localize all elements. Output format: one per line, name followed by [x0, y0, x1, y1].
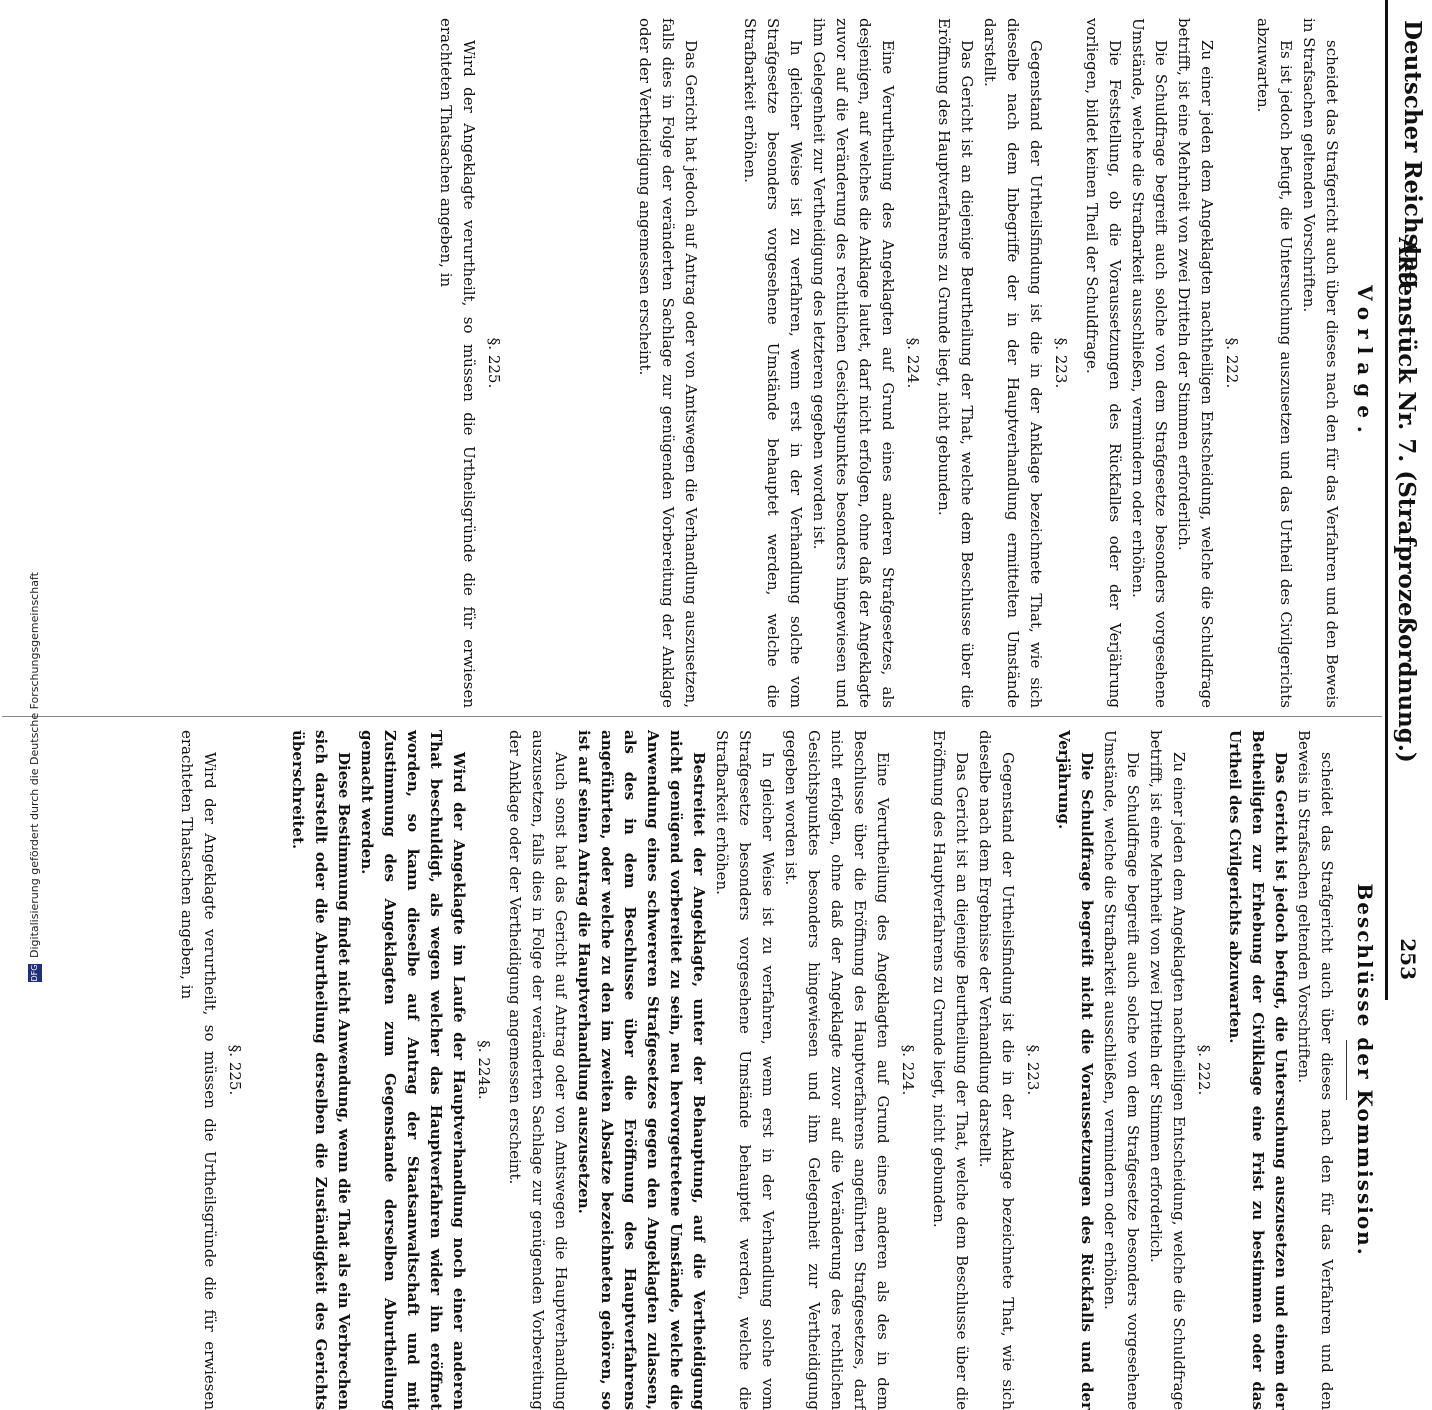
column-vorlage	[434, 18, 1380, 708]
paragraph: Die Feststellung, ob die Voraussetzungen des Rückfalles oder der Verjährung vorliegen, bildet keinen Theil der Schuldfrage.	[1083, 18, 1124, 708]
paragraph: Wird der Angeklagte verurtheilt, so müssen die Urtheilsgründe die für erwiesen erachteten Thatsachen angeben, in	[437, 18, 478, 708]
paragraph: Auch sonst hat das Gericht auf Antrag oder von Amtswegen die Hauptverhandlung auszusetzen, falls dies in Folge der veränderten Sachlage zur genügenden Vorbereitung der Anklage oder der Vertheidigung angemessen erscheint.	[506, 730, 570, 1410]
section-heading: §. 224a.	[475, 1040, 493, 1100]
paragraph-amended: Bestreitet der Angeklagte, unter der Behauptung, auf die Vertheidigung nicht genügend vorbereitet zu sein, neu hervorgetretene Umstände, welche die Anwendung eines schwereren Strafgesetzes gegen den Angeklagten zulassen, als des in dem Beschlusse über die Eröffnung des Hauptverfahrens angeführten, oder welche zu den im zweiten Absatze bezeichneten gehören, so ist auf seinen Antrag die Hauptverhandlung auszusetzen.	[575, 730, 708, 1410]
paragraph: Das Gericht hat jedoch auf Antrag oder von Amtswegen die Verhandlung auszusetzen, falls dies in Folge der veränderten Sachlage zur genügenden Vorbereitung der Anklage oder der Vertheidigung angemessen erscheint.	[636, 18, 700, 708]
column-title-vorlage: Vorlage.	[1353, 285, 1377, 441]
dfg-credit-text: Digitalisierung gefördert durch die Deutsche Forschungsgemeinschaft	[28, 572, 41, 958]
paragraph: Das Gericht ist an diejenige Beurtheilung der That, welche dem Beschlusse über die Eröffnung des Hauptverfahrens zu Grunde liegt, nicht gebunden.	[930, 730, 971, 1410]
paragraph: Das Gericht ist an diejenige Beurtheilung der That, welche dem Beschlusse über die Eröffnung des Hauptverfahrens zu Grunde liegt, nicht gebunden.	[935, 18, 976, 708]
section-heading: §. 225.	[226, 1044, 244, 1096]
paragraph: Es ist jedoch befugt, die Untersuchung auszusetzen und das Urtheil des Civilgerichts abzuwarten.	[1254, 18, 1295, 708]
section-heading: §. 223.	[1052, 337, 1070, 389]
section-heading: §. 224.	[899, 1044, 917, 1096]
paragraph-amended: Die Schuldfrage begreift nicht die Voraussetzungen des Rückfalls und der Verjährung.	[1055, 730, 1096, 1410]
column-separator	[2, 716, 1382, 717]
section-heading: §. 225.	[485, 337, 503, 389]
dfg-footer	[24, 0, 48, 1000]
column-title-kommission: Beschlüsse der Kommission.	[1353, 883, 1377, 1257]
page-header	[1386, 20, 1426, 980]
title-rule	[1346, 1040, 1347, 1100]
header-left: Deutscher Reichstag.	[1399, 20, 1426, 297]
paragraph: In gleicher Weise ist zu verfahren, wenn erst in der Verhandlung solche vom Strafgesetze besonders vorgesehene Umstände behauptet werden, welche die Strafbarkeit erhöhen.	[741, 18, 805, 708]
paragraph: Gegenstand der Urtheilsfindung ist die in der Anklage bezeichnete That, wie sich dieselbe nach dem Inbegriffe der in der Hauptverhandlung ermittelten Umstände darstellt.	[981, 18, 1045, 708]
header-middle: Aktenstück Nr. 7. (Strafprozeßordnung.)	[1393, 237, 1420, 763]
paragraph: Zu einer jeden dem Angeklagten nachtheiligen Entscheidung, welche die Schuldfrage betrifft, ist eine Mehrheit von zwei Dritteln der Stimmen erforderlich.	[1147, 730, 1188, 1410]
section-heading: §. 222.	[1195, 1044, 1213, 1096]
paragraph-amended: Wird der Angeklagte im Laufe der Hauptverhandlung noch einer anderen That beschuldigt, als wegen welcher das Hauptverfahren wider ihn eröffnet worden, so kann dieselbe auf Antrag der Staatsanwaltschaft und mit Zustimmung des Angeklagten zum Gegenstande derselben Aburtheilung gemacht werden.	[358, 730, 468, 1410]
paragraph: scheidet das Strafgericht auch über dieses nach den für das Verfahren und den Beweis in Strafsachen geltenden Vorschriften.	[1295, 730, 1336, 1410]
paragraph: Die Schuldfrage begreift auch solche von dem Strafgesetze besonders vorgesehene Umstände, welche die Strafbarkeit ausschließen, vermindern oder erhöhen.	[1101, 730, 1142, 1410]
paragraph: Die Schuldfrage begreift auch solche von dem Strafgesetze besonders vorgesehene Umstände, welche die Strafbarkeit ausschließen, vermindern oder erhöhen.	[1129, 18, 1170, 708]
paragraph: In gleicher Weise ist zu verfahren, wenn erst in der Verhandlung solche vom Strafgesetze besonders vorgesehene Umstände behauptet werden, welche die Strafbarkeit erhöhen.	[713, 730, 777, 1410]
paragraph: Wird der Angeklagte verurtheilt, so müssen die Urtheilsgründe die für erwiesen erachteten Thatsachen angeben, in	[178, 730, 219, 1410]
section-heading: §. 222.	[1223, 337, 1241, 389]
paragraph: Eine Verurtheilung des Angeklagten auf Grund eines anderen als des in dem Beschlusse über die Eröffnung des Hauptverfahrens angeführten Strafgesetzes, darf nicht erfolgen, ohne daß der Angeklagte zuvor auf die Veränderung des rechtlichen Gesichtspunktes besonders hingewiesen und ihm Gelegenheit zur Vertheidigung gegeben worden ist.	[782, 730, 892, 1410]
paragraph-amended: Das Gericht ist jedoch befugt, die Untersuchung auszusetzen und einem der Betheiligten zur Erhebung der Civilklage eine Frist zu bestimmen oder das Urtheil des Civilgerichts abzuwarten.	[1226, 730, 1290, 1410]
paragraph-amended: Diese Bestimmung findet nicht Anwendung, wenn die That als ein Verbrechen sich darstellt oder die Aburtheilung derselben die Zuständigkeit des Gerichts überschreitet.	[289, 730, 353, 1410]
dfg-logo: DFG	[28, 964, 42, 982]
paragraph: scheidet das Strafgericht auch über dieses nach den für das Verfahren und den Beweis in Strafsachen geltenden Vorschriften.	[1300, 18, 1341, 708]
header-rule	[1385, 0, 1388, 1000]
page-number: 253	[1396, 938, 1420, 980]
column-kommission	[175, 730, 1380, 1410]
paragraph: Eine Verurtheilung des Angeklagten auf Grund eines anderen Strafgesetzes, als desjenigen, auf welches die Anklage lautet, darf nicht erfolgen, ohne daß der Angeklagte zuvor auf die Veränderung des rechtlichen Gesichtspunktes besonders hingewiesen und ihm Gelegenheit zur Vertheidigung des letzteren gegeben worden ist.	[810, 18, 897, 708]
section-heading: §. 223.	[1024, 1044, 1042, 1096]
paragraph: Gegenstand der Urtheilsfindung ist die in der Anklage bezeichnete That, wie sich dieselbe nach dem Ergebnisse der Verhandlung darstellt.	[976, 730, 1017, 1410]
section-heading: §. 224.	[904, 337, 922, 389]
paragraph: Zu einer jeden dem Angeklagten nachtheiligen Entscheidung, welche die Schuldfrage betrifft, ist eine Mehrheit von zwei Dritteln der Stimmen erforderlich.	[1175, 18, 1216, 708]
